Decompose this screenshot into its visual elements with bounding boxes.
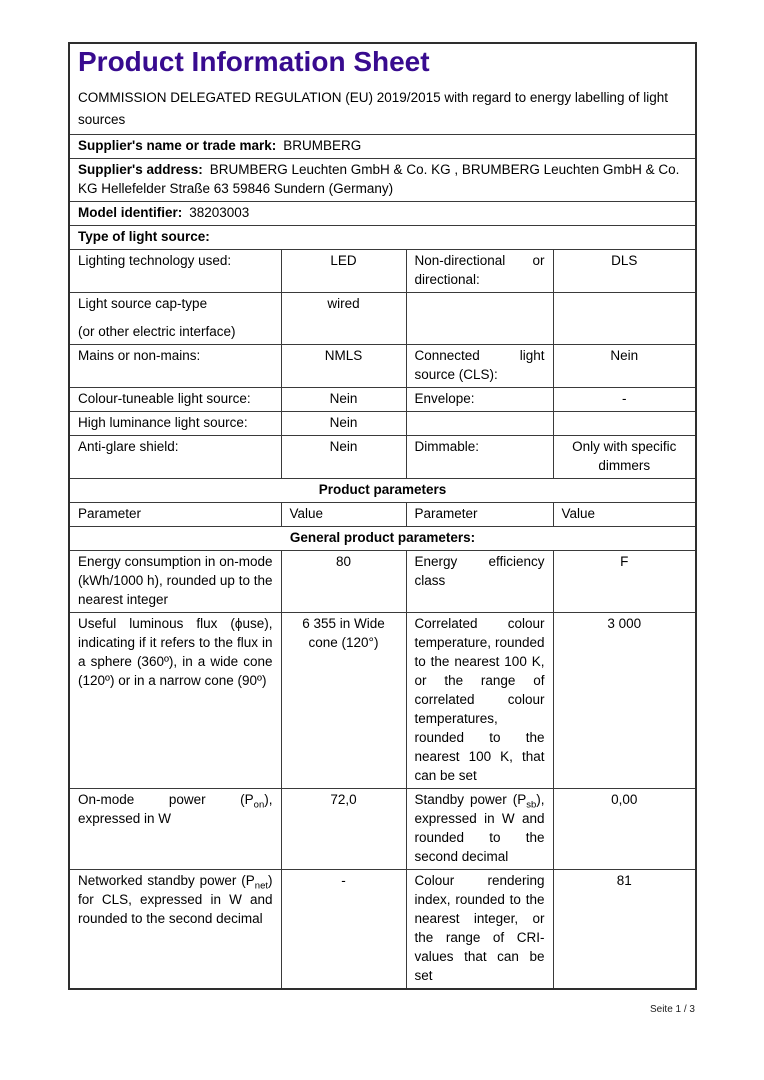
- param2-cell: [406, 293, 553, 345]
- value1-cell: NMLS: [281, 345, 406, 388]
- value2-cell: 3 000: [553, 613, 696, 789]
- model-identifier-value: 38203003: [189, 205, 250, 220]
- param1-cell: [69, 613, 281, 789]
- supplier-address-label: Supplier's address:: [78, 162, 203, 177]
- model-identifier-row: [69, 202, 696, 226]
- cap-type-line1: Light source cap-type: [78, 296, 208, 311]
- param1-cell: Colour-tuneable light source:: [69, 388, 281, 412]
- value1-cell: 80: [281, 551, 406, 613]
- value2-cell: [553, 412, 696, 436]
- table-row-cap-type: [69, 293, 696, 345]
- param1-cell: [69, 551, 281, 613]
- value1-cell: 6 355 in Wide cone (120°): [281, 613, 406, 789]
- title-cell: [69, 43, 696, 135]
- type-of-light-source-heading-row: [69, 226, 696, 250]
- page-number: Seite 1 / 3: [649, 1004, 695, 1015]
- table-row-on-mode-power: [69, 789, 696, 870]
- table-row-mains: [69, 345, 696, 388]
- table-row-networked-standby: [69, 870, 696, 990]
- param1-text: Networked standby power (P: [78, 873, 255, 888]
- param1-text-cont: ) for CLS, expressed in W and rounded to the second decimal: [78, 873, 273, 926]
- param2-cell: Non-directional or directional:: [406, 250, 553, 293]
- param1-subscript: net: [254, 880, 268, 892]
- param2-cell: Dimmable:: [406, 436, 553, 479]
- param1-cell: Lighting technology used:: [69, 250, 281, 293]
- value1-cell: -: [281, 870, 406, 990]
- param2-text: Standby power (P: [414, 792, 527, 807]
- value1-cell: LED: [281, 250, 406, 293]
- supplier-address-value: BRUMBERG Leuchten GmbH & Co. KG , BRUMBERG Leuchten GmbH & Co. KG Hellefelder Straße 63 59846 Sundern (Germany): [78, 162, 680, 196]
- param2-text: Colour rendering index, rounded to the nearest integer, or the range of CRI-values that can be set: [414, 873, 545, 983]
- supplier-name-label: Supplier's name or trade mark:: [78, 138, 277, 153]
- table-row-luminous-flux: [69, 613, 696, 789]
- value2-cell: -: [553, 388, 696, 412]
- value2-cell: [553, 293, 696, 345]
- value1-cell: Nein: [281, 436, 406, 479]
- value2-cell: 0,00: [553, 789, 696, 870]
- model-identifier-cell: [69, 202, 696, 226]
- value1-cell: 72,0: [281, 789, 406, 870]
- supplier-name-row: [69, 135, 696, 159]
- table-row-high-luminance: [69, 412, 696, 436]
- value2-cell: Nein: [553, 345, 696, 388]
- param2-text: Energy efficiency class: [414, 554, 545, 588]
- value2-cell: F: [553, 551, 696, 613]
- param1-cell: [69, 789, 281, 870]
- type-of-light-source-heading: Type of light source:: [69, 226, 696, 250]
- param1-cell: Anti-glare shield:: [69, 436, 281, 479]
- column-header-value-1: Value: [281, 503, 406, 527]
- param1-cell: [69, 293, 281, 345]
- param1-cell: High luminance light source:: [69, 412, 281, 436]
- product-parameters-heading: Product parameters: [69, 479, 696, 503]
- param2-cell: [406, 613, 553, 789]
- value1-cell: Nein: [281, 412, 406, 436]
- param1-subscript: on: [253, 799, 265, 811]
- regulation-subtitle: COMMISSION DELEGATED REGULATION (EU) 2019/2015 with regard to energy labelling of light sources: [78, 90, 668, 127]
- param1-text: On-mode power (P: [78, 792, 254, 807]
- title-row: [69, 43, 696, 135]
- product-parameters-heading-row: [69, 479, 696, 503]
- model-identifier-label: Model identifier:: [78, 205, 183, 220]
- param2-subscript: sb: [526, 799, 537, 811]
- value2-cell: DLS: [553, 250, 696, 293]
- param2-cell: [406, 789, 553, 870]
- param2-cell: [406, 870, 553, 990]
- general-parameters-heading: General product parameters:: [69, 527, 696, 551]
- supplier-name-value: BRUMBERG: [283, 138, 362, 153]
- general-parameters-heading-row: [69, 527, 696, 551]
- param2-text-cont: ), expressed in W and rounded to the second decimal: [414, 792, 545, 864]
- value2-cell: Only with specific dimmers: [553, 436, 696, 479]
- param2-cell: [406, 412, 553, 436]
- supplier-address-cell: [69, 159, 696, 202]
- value1-cell: Nein: [281, 388, 406, 412]
- table-row-lighting-technology: [69, 250, 696, 293]
- param1-text-cont: ), expressed in W: [78, 792, 273, 826]
- product-information-table: [68, 42, 697, 990]
- column-header-value-2: Value: [553, 503, 696, 527]
- param1-text: Energy consumption in on-mode (kWh/1000 h), rounded up to the nearest integer: [78, 554, 273, 607]
- page-title: Product Information Sheet: [78, 46, 430, 77]
- cap-type-line2: (or other electric interface): [78, 324, 236, 339]
- supplier-name-cell: [69, 135, 696, 159]
- param2-cell: Envelope:: [406, 388, 553, 412]
- table-row-energy-consumption: [69, 551, 696, 613]
- param1-cell: Mains or non-mains:: [69, 345, 281, 388]
- column-header-parameter-1: Parameter: [69, 503, 281, 527]
- param2-cell: [406, 551, 553, 613]
- value2-cell: 81: [553, 870, 696, 990]
- param2-text: Correlated colour temperature, rounded to the nearest 100 K, or the range of correlated colour temperatures, rounded to the nearest 100 K, that can be set: [414, 616, 545, 783]
- column-header-parameter-2: Parameter: [406, 503, 553, 527]
- param2-cell: Connected light source (CLS):: [406, 345, 553, 388]
- supplier-address-row: [69, 159, 696, 202]
- table-row-colour-tuneable: [69, 388, 696, 412]
- param1-cell: [69, 870, 281, 990]
- table-row-anti-glare: [69, 436, 696, 479]
- value1-cell: wired: [281, 293, 406, 345]
- column-header-row: [69, 503, 696, 527]
- param1-text: Useful luminous flux (ϕuse), indicating if it refers to the flux in a sphere (360º), in a wide cone (120º) or in a narrow cone (90º): [78, 616, 273, 688]
